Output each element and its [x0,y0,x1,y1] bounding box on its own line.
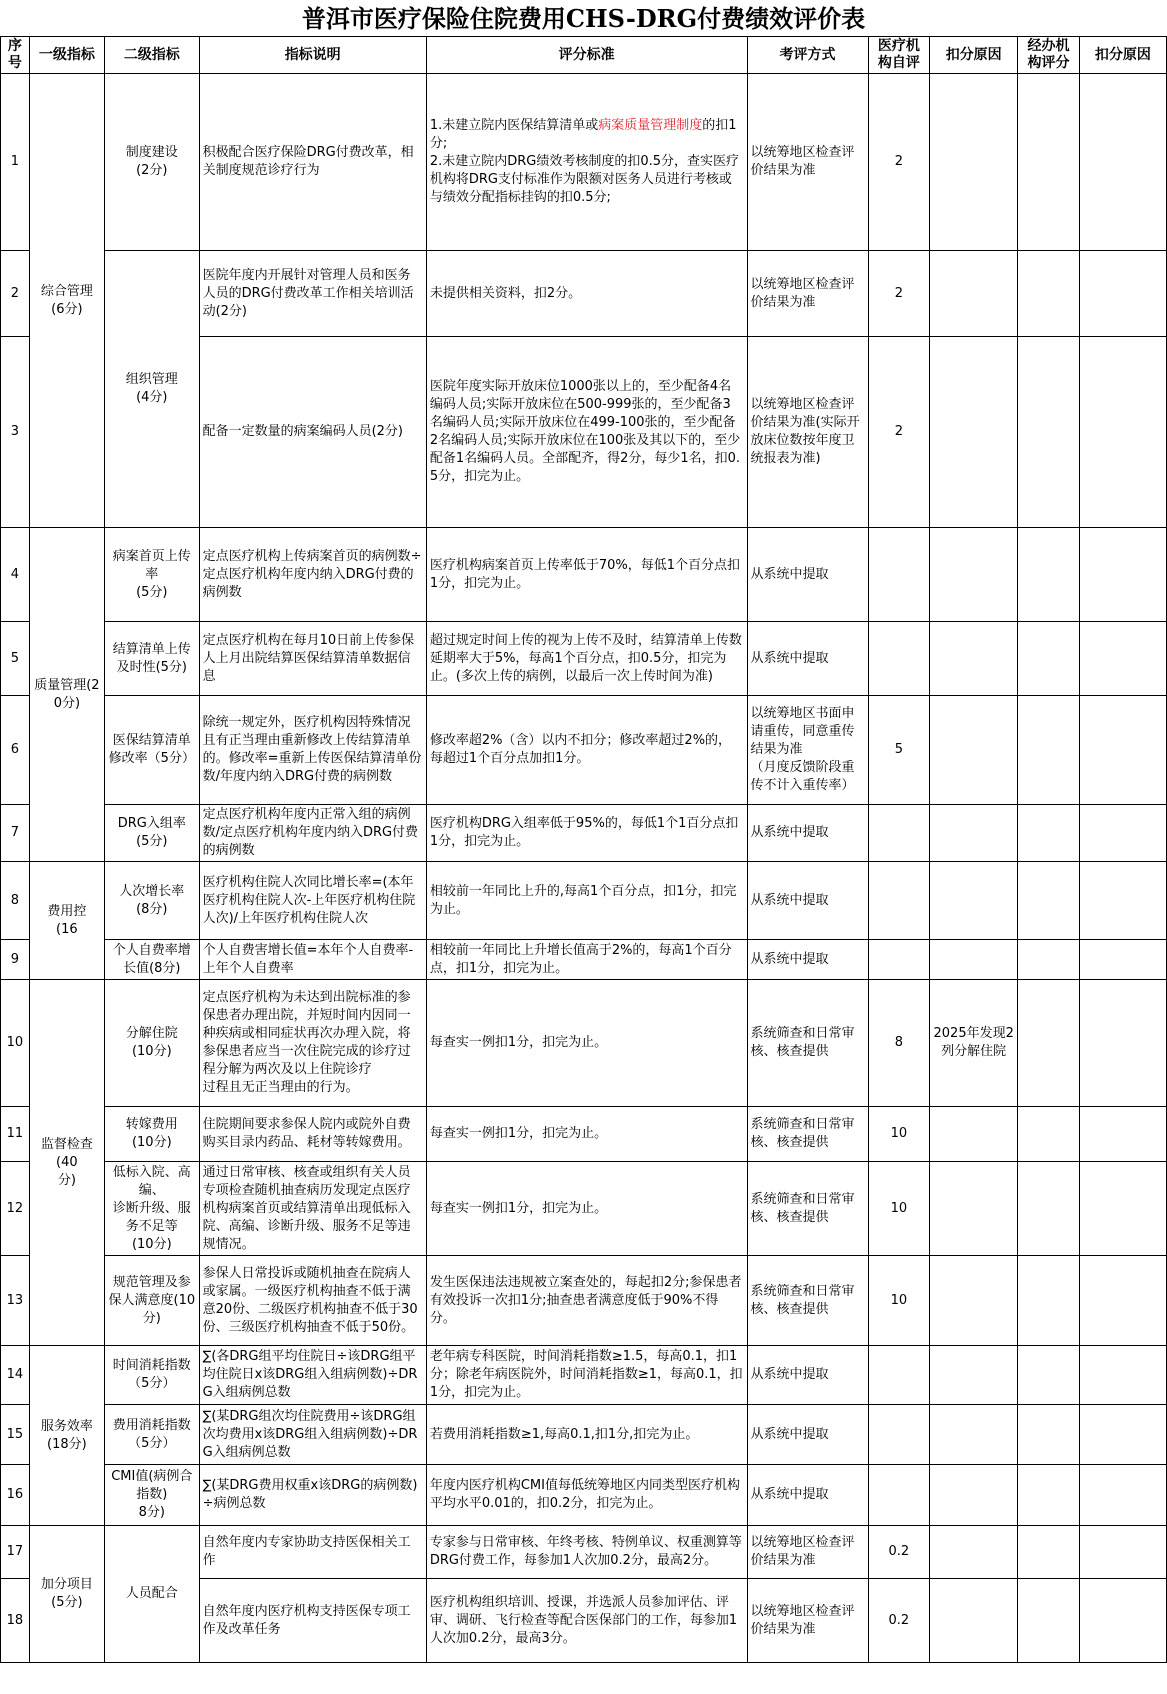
desc-cell: ∑(某DRG组次均住院费用÷该DRG组次均费用x该DRG组入组病例数)÷DRG入组病例总数 [199,1405,426,1465]
page-title: 普洱市医疗保险住院费用CHS-DRG付费绩效评价表 [301,4,866,33]
method-cell: 以统筹地区检查评价结果为准 [747,251,868,337]
seq-cell: 8 [1,862,30,940]
table-row [1,528,1167,622]
seq-cell: 4 [1,528,30,622]
level2-cell: 费用消耗指数（5分） [105,1405,200,1465]
table-row [1,1256,1167,1346]
desc-cell: 除统一规定外，医疗机构因特殊情况且有正当理由重新修改上传结算清单的。修改率=重新上传医保结算清单份数/年度内纳入DRG付费的病例数 [199,696,426,805]
self-reason-cell [930,1256,1018,1346]
agency-score-cell [1018,1526,1080,1579]
seq-cell: 7 [1,805,30,862]
level1-cell: 监督检查 (40 分) [29,980,104,1346]
self-score-cell [868,1346,930,1405]
level2-cell: 分解住院 (10分) [105,980,200,1107]
self-reason-cell [930,337,1018,528]
self-score-cell [868,622,930,696]
method-cell: 从系统中提取 [747,805,868,862]
level2-cell: DRG入组率 (5分) [105,805,200,862]
desc-cell: ∑(某DRG费用权重x该DRG的病例数)÷病例总数 [199,1465,426,1526]
criteria-cell: 每查实一例扣1分，扣完为止。 [426,980,747,1107]
self-score-cell: 2 [868,251,930,337]
header-self-reason: 扣分原因 [930,37,1018,74]
level2-cell: 时间消耗指数（5分） [105,1346,200,1405]
table-row [1,1405,1167,1465]
header-agency-score: 经办机构评分 [1018,37,1080,74]
self-reason-cell [930,251,1018,337]
desc-cell: 定点医疗机构年度内正常入组的病例数/定点医疗机构年度内纳入DRG付费的病例数 [199,805,426,862]
level2-cell: 结算清单上传 及时性(5分) [105,622,200,696]
method-cell: 从系统中提取 [747,1405,868,1465]
self-score-cell: 8 [868,980,930,1107]
agency-reason-cell [1079,1256,1166,1346]
seq-cell: 18 [1,1579,30,1663]
agency-score-cell [1018,1346,1080,1405]
criteria-cell [426,74,747,251]
criteria-cell: 医院年度实际开放床位1000张以上的，至少配备4名编码人员;实际开放床位在500-999张的，至少配备3名编码人员;实际开放床位在499-100张的，至少配备2名编码人员;实际开放床位在100张及其以下的，至少配备1名编码人员。全部配齐，得2分，每少1名，扣0.5分，扣完为止。 [426,337,747,528]
table-row [1,862,1167,940]
level1-cell: 费用控 (16 [29,862,104,980]
seq-cell: 5 [1,622,30,696]
agency-score-cell [1018,74,1080,251]
seq-cell: 2 [1,251,30,337]
agency-score-cell [1018,528,1080,622]
desc-cell: 定点医疗机构为未达到出院标准的参保患者办理出院，并短时间内因同一种疾病或相同症状再次办理入院，将参保患者应当一次住院完成的诊疗过程分解为两次及以上住院诊疗 过程且无正当理由的行为。 [199,980,426,1107]
self-score-cell: 10 [868,1162,930,1256]
method-cell: 从系统中提取 [747,1346,868,1405]
agency-reason-cell [1079,1107,1166,1162]
method-cell: 以统筹地区检查评价结果为准 [747,1526,868,1579]
self-score-cell [868,1405,930,1465]
level2-cell: 人员配合 [105,1526,200,1663]
agency-score-cell [1018,696,1080,805]
header-level1: 一级指标 [29,37,104,74]
method-cell: 从系统中提取 [747,622,868,696]
agency-reason-cell [1079,1465,1166,1526]
level2-cell: 病案首页上传率 (5分) [105,528,200,622]
agency-score-cell [1018,980,1080,1107]
seq-cell: 13 [1,1256,30,1346]
agency-score-cell [1018,1256,1080,1346]
level2-cell: 组织管理 (4分) [105,251,200,528]
self-reason-cell [930,1579,1018,1663]
agency-reason-cell [1079,862,1166,940]
self-reason-cell [930,1405,1018,1465]
self-score-cell [868,805,930,862]
table-row [1,1162,1167,1256]
level1-cell: 服务效率 (18分) [29,1346,104,1526]
level2-cell: 人次增长率 (8分) [105,862,200,940]
criteria-highlight: 病案质量管理制度 [598,118,703,133]
header-seq: 序号 [1,37,30,74]
header-method: 考评方式 [747,37,868,74]
table-row [1,1107,1167,1162]
method-cell: 系统筛查和日常审核、核查提供 [747,980,868,1107]
seq-cell: 12 [1,1162,30,1256]
method-cell: 以统筹地区书面申请重传，同意重传结果为准 （月度反馈阶段重传不计入重传率） [747,696,868,805]
criteria-cell: 老年病专科医院，时间消耗指数≥1.5，每高0.1，扣1分；除老年病医院外，时间消耗指数≥1，每高0.1，扣1分，扣完为止。 [426,1346,747,1405]
desc-cell: 积极配合医疗保险DRG付费改革，相关制度规范诊疗行为 [199,74,426,251]
table-row [1,696,1167,805]
method-cell: 从系统中提取 [747,1465,868,1526]
agency-reason-cell [1079,74,1166,251]
self-reason-cell [930,1526,1018,1579]
method-cell: 从系统中提取 [747,862,868,940]
method-cell: 以统筹地区检查评价结果为准(实际开放床位数按年度卫统报表为准) [747,337,868,528]
self-score-cell: 10 [868,1107,930,1162]
desc-cell: 医院年度内开展针对管理人员和医务人员的DRG付费改革工作相关培训活动(2分) [199,251,426,337]
level1-cell: 加分项目 (5分) [29,1526,104,1663]
table-row [1,622,1167,696]
table-row [1,1346,1167,1405]
criteria-cell: 医疗机构DRG入组率低于95%的，每低1个1百分点扣1分，扣完为止。 [426,805,747,862]
seq-cell: 9 [1,940,30,980]
self-score-cell: 5 [868,696,930,805]
seq-cell: 16 [1,1465,30,1526]
seq-cell: 10 [1,980,30,1107]
level1-cell: 综合管理 (6分) [29,74,104,528]
criteria-cell: 专家参与日常审核、年终考核、特例单议、权重测算等DRG付费工作，每参加1人次加0.2分，最高2分。 [426,1526,747,1579]
seq-cell: 11 [1,1107,30,1162]
agency-score-cell [1018,1465,1080,1526]
header-desc: 指标说明 [199,37,426,74]
agency-score-cell [1018,1162,1080,1256]
agency-reason-cell [1079,528,1166,622]
self-reason-cell [930,862,1018,940]
level2-cell: 医保结算清单修改率（5分） [105,696,200,805]
table-row [1,980,1167,1107]
header-agency-reason: 扣分原因 [1079,37,1166,74]
self-reason-cell [930,1346,1018,1405]
header-level2: 二级指标 [105,37,200,74]
agency-reason-cell [1079,1405,1166,1465]
method-cell: 系统筛查和日常审核、核查提供 [747,1256,868,1346]
desc-cell: 参保人日常投诉或随机抽查在院病人或家属。一级医疗机构抽查不低于满意20份、二级医疗机构抽查不低于30份、三级医疗机构抽查不低于50份。 [199,1256,426,1346]
criteria-text: 的扣1分; 2.未建立院内DRG绩效考核制度的扣0.5分，查实医疗机构将DRG支付标准作为限额对医务人员进行考核或与绩效分配指标挂钩的扣0.5分; [429,118,740,205]
agency-score-cell [1018,1405,1080,1465]
desc-cell: 定点医疗机构上传病案首页的病例数÷定点医疗机构年度内纳入DRG付费的病例数 [199,528,426,622]
agency-score-cell [1018,337,1080,528]
method-cell: 以统筹地区检查评价结果为准 [747,74,868,251]
agency-reason-cell [1079,251,1166,337]
desc-cell: 个人自费害增长值=本年个人自费率-上年个人自费率 [199,940,426,980]
self-reason-cell [930,696,1018,805]
agency-reason-cell [1079,337,1166,528]
desc-cell: 通过日常审核、核查或组织有关人员专项检查随机抽查病历发现定点医疗机构病案首页或结算清单出现低标入院、高编、诊断升级、服务不足等违规情况。 [199,1162,426,1256]
seq-cell: 1 [1,74,30,251]
seq-cell: 17 [1,1526,30,1579]
criteria-text: 1.未建立院内医保结算清单或 [429,118,599,133]
header-row [1,37,1167,74]
criteria-cell: 超过规定时间上传的视为上传不及时，结算清单上传数延期率大于5%，每高1个百分点，扣0.5分，扣完为止。(多次上传的病例，以最后一次上传时间为准) [426,622,747,696]
self-score-cell [868,528,930,622]
agency-score-cell [1018,862,1080,940]
criteria-cell: 医疗机构病案首页上传率低于70%，每低1个百分点扣1分，扣完为止。 [426,528,747,622]
self-reason-cell [930,1465,1018,1526]
desc-cell: ∑(各DRG组平均住院日÷该DRG组平均住院日x该DRG组入组病例数)÷DRG入组病例总数 [199,1346,426,1405]
self-score-cell [868,862,930,940]
self-reason-cell [930,528,1018,622]
agency-reason-cell [1079,980,1166,1107]
level2-cell: 低标入院、高编、 诊断升级、服务不足等 (10分) [105,1162,200,1256]
table-row [1,940,1167,980]
self-reason-cell [930,1162,1018,1256]
desc-cell: 住院期间要求参保人院内或院外自费购买目录内药品、耗材等转嫁费用。 [199,1107,426,1162]
seq-cell: 15 [1,1405,30,1465]
self-score-cell: 0.2 [868,1526,930,1579]
self-score-cell [868,940,930,980]
method-cell: 以统筹地区检查评价结果为准 [747,1579,868,1663]
agency-reason-cell [1079,696,1166,805]
agency-score-cell [1018,1579,1080,1663]
self-reason-cell [930,805,1018,862]
method-cell: 系统筛查和日常审核、核查提供 [747,1107,868,1162]
self-score-cell: 10 [868,1256,930,1346]
agency-reason-cell [1079,622,1166,696]
self-reason-cell [930,622,1018,696]
self-reason-cell [930,1107,1018,1162]
criteria-cell: 发生医保违法违规被立案查处的，每起扣2分;参保患者有效投诉一次扣1分;抽查患者满意度低于90%不得分。 [426,1256,747,1346]
method-cell: 从系统中提取 [747,940,868,980]
desc-cell: 自然年度内专家协助支持医保相关工作 [199,1526,426,1579]
level2-cell: 转嫁费用 (10分) [105,1107,200,1162]
header-criteria: 评分标准 [426,37,747,74]
agency-score-cell [1018,940,1080,980]
evaluation-table [0,36,1167,1663]
self-reason-cell: 2025年发现2列分解住院 [930,980,1018,1107]
seq-cell: 6 [1,696,30,805]
criteria-cell: 相较前一年同比上升增长值高于2%的，每高1个百分点，扣1分，扣完为止。 [426,940,747,980]
level2-cell: 制度建设 (2分) [105,74,200,251]
table-row [1,805,1167,862]
seq-cell: 3 [1,337,30,528]
desc-cell: 医疗机构住院人次同比增长率=(本年医疗机构住院人次-上年医疗机构住院人次)/上年医疗机构住院人次 [199,862,426,940]
self-score-cell: 0.2 [868,1579,930,1663]
table-row [1,1526,1167,1579]
method-cell: 从系统中提取 [747,528,868,622]
level2-cell: 个人自费率增长值(8分) [105,940,200,980]
self-score-cell [868,1465,930,1526]
table-row [1,251,1167,337]
criteria-cell: 修改率超2%（含）以内不扣分；修改率超过2%的，每超过1个百分点加扣1分。 [426,696,747,805]
self-score-cell: 2 [868,74,930,251]
agency-reason-cell [1079,1579,1166,1663]
table-row [1,74,1167,251]
agency-reason-cell [1079,1162,1166,1256]
criteria-cell: 相较前一年同比上升的,每高1个百分点，扣1分，扣完为止。 [426,862,747,940]
seq-cell: 14 [1,1346,30,1405]
criteria-cell: 每查实一例扣1分，扣完为止。 [426,1162,747,1256]
criteria-cell: 未提供相关资料，扣2分。 [426,251,747,337]
criteria-cell: 每查实一例扣1分，扣完为止。 [426,1107,747,1162]
level1-cell: 质量管理(20分) [29,528,104,862]
desc-cell: 配备一定数量的病案编码人员(2分) [199,337,426,528]
agency-reason-cell [1079,940,1166,980]
agency-score-cell [1018,1107,1080,1162]
agency-reason-cell [1079,1346,1166,1405]
criteria-cell: 年度内医疗机构CMI值每低统筹地区内同类型医疗机构平均水平0.01的，扣0.2分，扣完为止。 [426,1465,747,1526]
agency-reason-cell [1079,805,1166,862]
self-score-cell: 2 [868,337,930,528]
agency-score-cell [1018,251,1080,337]
self-reason-cell [930,940,1018,980]
self-reason-cell [930,74,1018,251]
criteria-cell: 医疗机构组织培训、授课，并选派人员参加评估、评审、调研、飞行检查等配合医保部门的工作，每参加1人次加0.2分，最高3分。 [426,1579,747,1663]
desc-cell: 定点医疗机构在每月10日前上传参保人上月出院结算医保结算清单数据信息 [199,622,426,696]
agency-score-cell [1018,622,1080,696]
criteria-cell: 若费用消耗指数≥1,每高0.1,扣1分,扣完为止。 [426,1405,747,1465]
method-cell: 系统筛查和日常审核、核查提供 [747,1162,868,1256]
table-row [1,1465,1167,1526]
desc-cell: 自然年度内医疗机构支持医保专项工作及改革任务 [199,1579,426,1663]
agency-score-cell [1018,805,1080,862]
level2-cell: 规范管理及参保人满意度(10分) [105,1256,200,1346]
header-self-score: 医疗机构自评 [868,37,930,74]
agency-reason-cell [1079,1526,1166,1579]
level2-cell: CMI值(病例合指数) 8分) [105,1465,200,1526]
